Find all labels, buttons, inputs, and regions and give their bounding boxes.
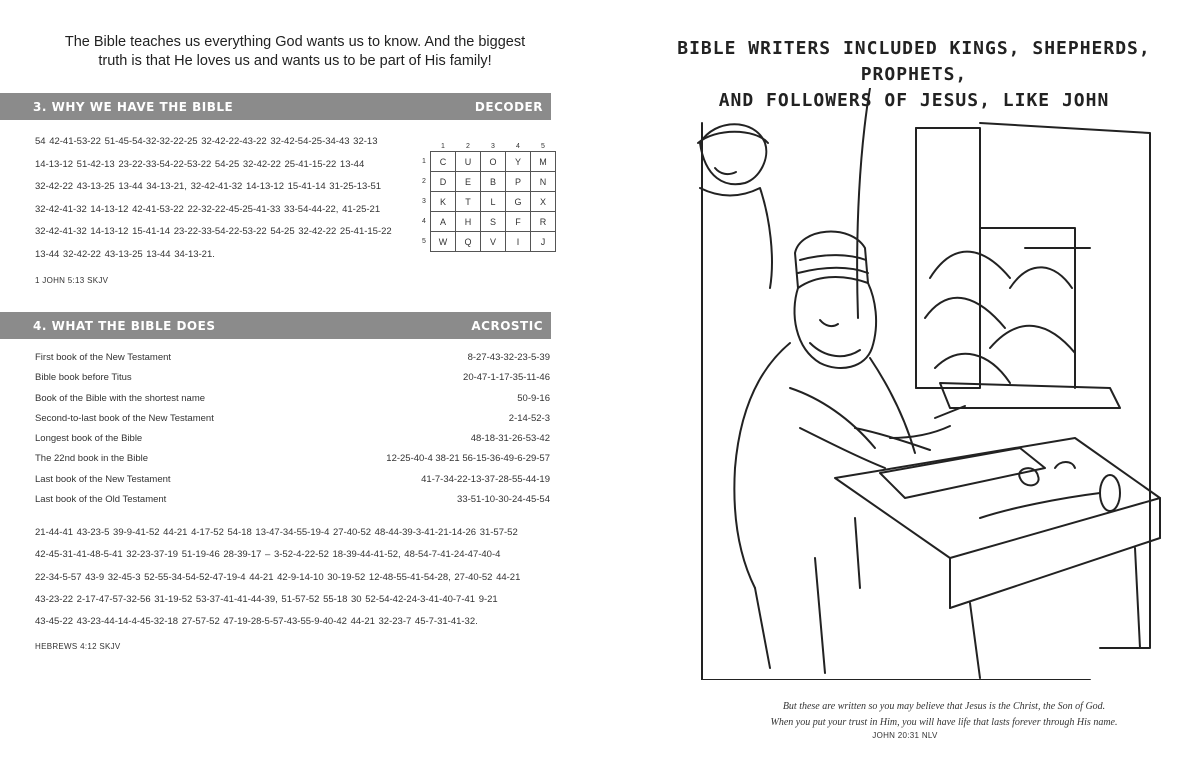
- decoder-col-header: 2: [466, 142, 470, 150]
- clue-text: Second-to-last book of the New Testament: [35, 412, 214, 424]
- decoder-cell: N: [531, 172, 556, 192]
- caption-reference: JOHN 20:31 NLV: [872, 731, 938, 740]
- acrostic-line: 43-23-22 2-17-47-57-32-56 31-19-52 53-37-41-41-44-39, 51-57-52 55-18 30 52-54-42-24-3-41-40-7-41 9-21: [35, 593, 498, 605]
- right-page: [600, 0, 1200, 777]
- decoder-cell: G: [506, 192, 531, 212]
- decoder-cell: O: [481, 152, 506, 172]
- decoder-cell: I: [506, 232, 531, 252]
- clue-text: Book of the Bible with the shortest name: [35, 392, 206, 404]
- decoder-cell: T: [456, 192, 481, 212]
- clue-code: 33-51-10-30-24-45-54: [457, 494, 550, 506]
- caption-line-2: When you put your trust in Him, you will have life that lasts forever through His name.: [770, 717, 1118, 728]
- decoder-cell: U: [456, 152, 481, 172]
- code-line: 13-44 32-42-22 43-13-25 13-44 34-13-21.: [35, 248, 215, 260]
- clue-code: 20-47-1-17-35-11-46: [463, 372, 550, 384]
- acrostic-line: 21-44-41 43-23-5 39-9-41-52 44-21 4-17-52 54-18 13-47-34-55-19-4 27-40-52 48-44-39-3-41-21-14-26 31-57-52: [35, 527, 518, 538]
- code-line: 54 42-41-53-22 51-45-54-32-32-22-25 32-42-22-43-22 32-42-54-25-34-43 32-13: [35, 136, 378, 147]
- section-3-tag: DECODER: [474, 100, 543, 114]
- clue-code: 12-25-40-4 38-21 56-15-36-49-6-29-57: [386, 453, 550, 465]
- decoder-cell: Y: [506, 152, 531, 172]
- decoder-cell: V: [481, 232, 506, 252]
- decoder-puzzle-lines: [35, 136, 410, 271]
- code-line: 32-42-41-32 14-13-12 15-41-14 23-22-33-54-22-53-22 54-25 32-42-22 25-41-15-22: [35, 226, 392, 237]
- caption-line-1: But these are written so you may believe that Jesus is the Christ, the Son of God.: [782, 701, 1106, 712]
- intro-line-2: truth is that He loves us and wants us to be part of His family!: [98, 53, 492, 69]
- clue-code: 41-7-34-22-13-37-28-55-44-19: [421, 473, 550, 485]
- decoder-cell: C: [431, 152, 456, 172]
- decoder-col-header: 5: [541, 142, 545, 150]
- decoder-cell: W: [431, 232, 456, 252]
- clue-text: Longest book of the Bible: [35, 433, 143, 445]
- heading-line-2: AND FOLLOWERS OF JESUS, LIKE JOHN: [718, 90, 1110, 111]
- clue-code: 48-18-31-26-53-42: [470, 433, 550, 445]
- intro-text: [60, 33, 530, 71]
- decoder-cell: P: [506, 172, 531, 192]
- section-4-header: [0, 312, 551, 339]
- decoder-row-header: 2: [422, 178, 426, 185]
- clue-row: [35, 352, 550, 372]
- clue-row: [35, 413, 550, 433]
- scripture-caption: [660, 699, 1200, 731]
- acrostic-line: 43-45-22 43-23-44-14-4-45-32-18 27-57-52 47-19-28-5-57-43-55-9-40-42 44-21 32-23-7 45-7-31-41-32.: [35, 616, 478, 628]
- decoder-cell: A: [431, 212, 456, 232]
- decoder-col-header: 1: [441, 142, 445, 150]
- section-3-header: [0, 93, 551, 120]
- clue-row: [35, 372, 550, 392]
- clue-text: The 22nd book in the Bible: [35, 453, 149, 465]
- decoder-cell: F: [506, 212, 531, 232]
- decoder-cell: K: [431, 192, 456, 212]
- clue-text: Last book of the Old Testament: [35, 494, 167, 506]
- decoder-row-header: 3: [422, 198, 426, 205]
- section-3-title: 3. WHY WE HAVE THE BIBLE: [33, 100, 234, 114]
- clue-row: [35, 433, 550, 453]
- clue-row: [35, 453, 550, 473]
- decoder-cell: L: [481, 192, 506, 212]
- decoder-col-header: 3: [491, 142, 495, 150]
- clue-code: 50-9-16: [517, 392, 550, 404]
- decoder-cell: X: [531, 192, 556, 212]
- decoder-cell: Q: [456, 232, 481, 252]
- decoder-cell: E: [456, 172, 481, 192]
- intro-line-1: The Bible teaches us everything God wants us to know. And the biggest: [64, 34, 526, 50]
- decoder-cell: M: [531, 152, 556, 172]
- section-3-reference: 1 JOHN 5:13 SKJV: [35, 276, 109, 285]
- code-line: 32-42-22 43-13-25 13-44 34-13-21, 32-42-41-32 14-13-12 15-41-14 31-25-13-51: [35, 181, 382, 192]
- acrostic-line: 22-34-5-57 43-9 32-45-3 52-55-34-54-52-47-19-4 44-21 42-9-14-10 30-19-52 12-48-55-41-54-28, 27-40-52 44-21: [35, 571, 521, 583]
- decoder-row-header: 1: [422, 158, 426, 165]
- section-4-reference: HEBREWS 4:12 SKJV: [35, 642, 121, 651]
- section-4-tag: ACROSTIC: [471, 319, 543, 333]
- decoder-cell: J: [531, 232, 556, 252]
- code-line: 32-42-41-32 14-13-12 42-41-53-22 22-32-22-45-25-41-33 33-54-44-22, 41-25-21: [35, 203, 381, 215]
- decoder-cell: R: [531, 212, 556, 232]
- clue-text: Last book of the New Testament: [35, 473, 171, 485]
- decoder-cell: S: [481, 212, 506, 232]
- heading-line-1: BIBLE WRITERS INCLUDED KINGS, SHEPHERDS, PROPHETS,: [677, 38, 1151, 85]
- code-line: 14-13-12 51-42-13 23-22-33-54-22-53-22 54-25 32-42-22 25-41-15-22 13-44: [35, 158, 365, 170]
- clue-text: Bible book before Titus: [35, 372, 132, 384]
- acrostic-clue-list: [35, 352, 550, 514]
- decoder-cell: D: [431, 172, 456, 192]
- scribe-writing-scroll-illustration: [680, 88, 1180, 680]
- clue-text: First book of the New Testament: [35, 352, 172, 363]
- section-4-title: 4. WHAT THE BIBLE DOES: [33, 319, 216, 333]
- acrostic-line: 42-45-31-41-48-5-41 32-23-37-19 51-19-46 28-39-17 – 3-52-4-22-52 18-39-44-41-52, 48-54-7-41-24-47-40-4: [35, 549, 501, 561]
- decoder-grid: [418, 142, 556, 252]
- clue-code: 2-14-52-3: [508, 412, 550, 424]
- clue-code: 8-27-43-32-23-5-39: [467, 352, 550, 363]
- decoder-row-header: 4: [422, 218, 426, 225]
- decoder-col-header: 4: [516, 142, 520, 150]
- acrostic-puzzle-lines: [35, 527, 550, 638]
- decoder-cell: H: [456, 212, 481, 232]
- decoder-row-header: 5: [422, 238, 426, 245]
- clue-row: [35, 393, 550, 413]
- clue-row: [35, 494, 550, 514]
- clue-row: [35, 474, 550, 494]
- decoder-cell: B: [481, 172, 506, 192]
